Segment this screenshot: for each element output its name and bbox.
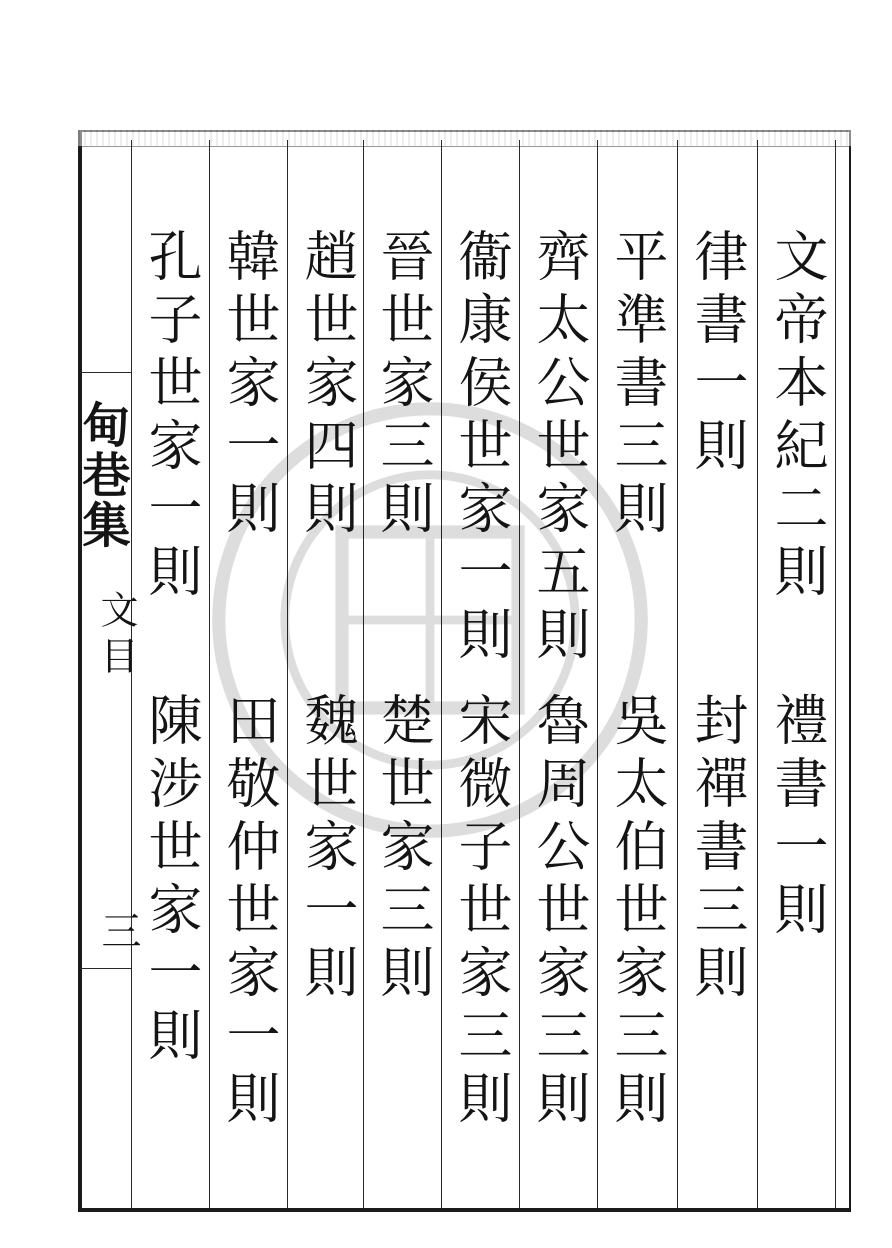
toc-entry: 平準書三則 (606, 228, 669, 543)
toc-entry: 吳太伯世家三則 (606, 692, 669, 1133)
column-rule (677, 140, 678, 1208)
toc-entry: 魯周公世家三則 (528, 692, 591, 1133)
toc-entry: 楚世家三則 (372, 692, 435, 1007)
book-title: 甸巷集 (74, 400, 130, 550)
toc-entry: 晉世家三則 (372, 228, 435, 543)
spine-divider (80, 372, 132, 373)
toc-entry: 趙世家四則 (296, 228, 359, 543)
toc-entry: 衞康侯世家一則 (450, 228, 513, 669)
top-border-band (78, 130, 851, 147)
toc-entry: 宋微子世家三則 (450, 692, 513, 1133)
toc-entry: 封禪書三則 (686, 692, 749, 1007)
column-rule (757, 140, 758, 1208)
toc-entry: 孔子世家一則 (140, 228, 203, 606)
toc-entry: 韓世家一則 (218, 228, 281, 543)
toc-entry: 齊太公世家五則 (528, 228, 591, 669)
toc-entry: 律書一則 (686, 228, 749, 480)
toc-entry: 陳涉世家一則 (140, 692, 203, 1070)
toc-entry: 魏世家一則 (296, 692, 359, 1007)
toc-entry: 田敬仲世家一則 (218, 692, 281, 1133)
section-label: 文目 (94, 590, 138, 682)
toc-entry: 文帝本紀二則 (766, 228, 829, 606)
spine-divider (80, 968, 132, 969)
column-rule (835, 140, 836, 1208)
toc-entry: 禮書一則 (766, 692, 829, 944)
page-number: 三 (95, 910, 141, 950)
